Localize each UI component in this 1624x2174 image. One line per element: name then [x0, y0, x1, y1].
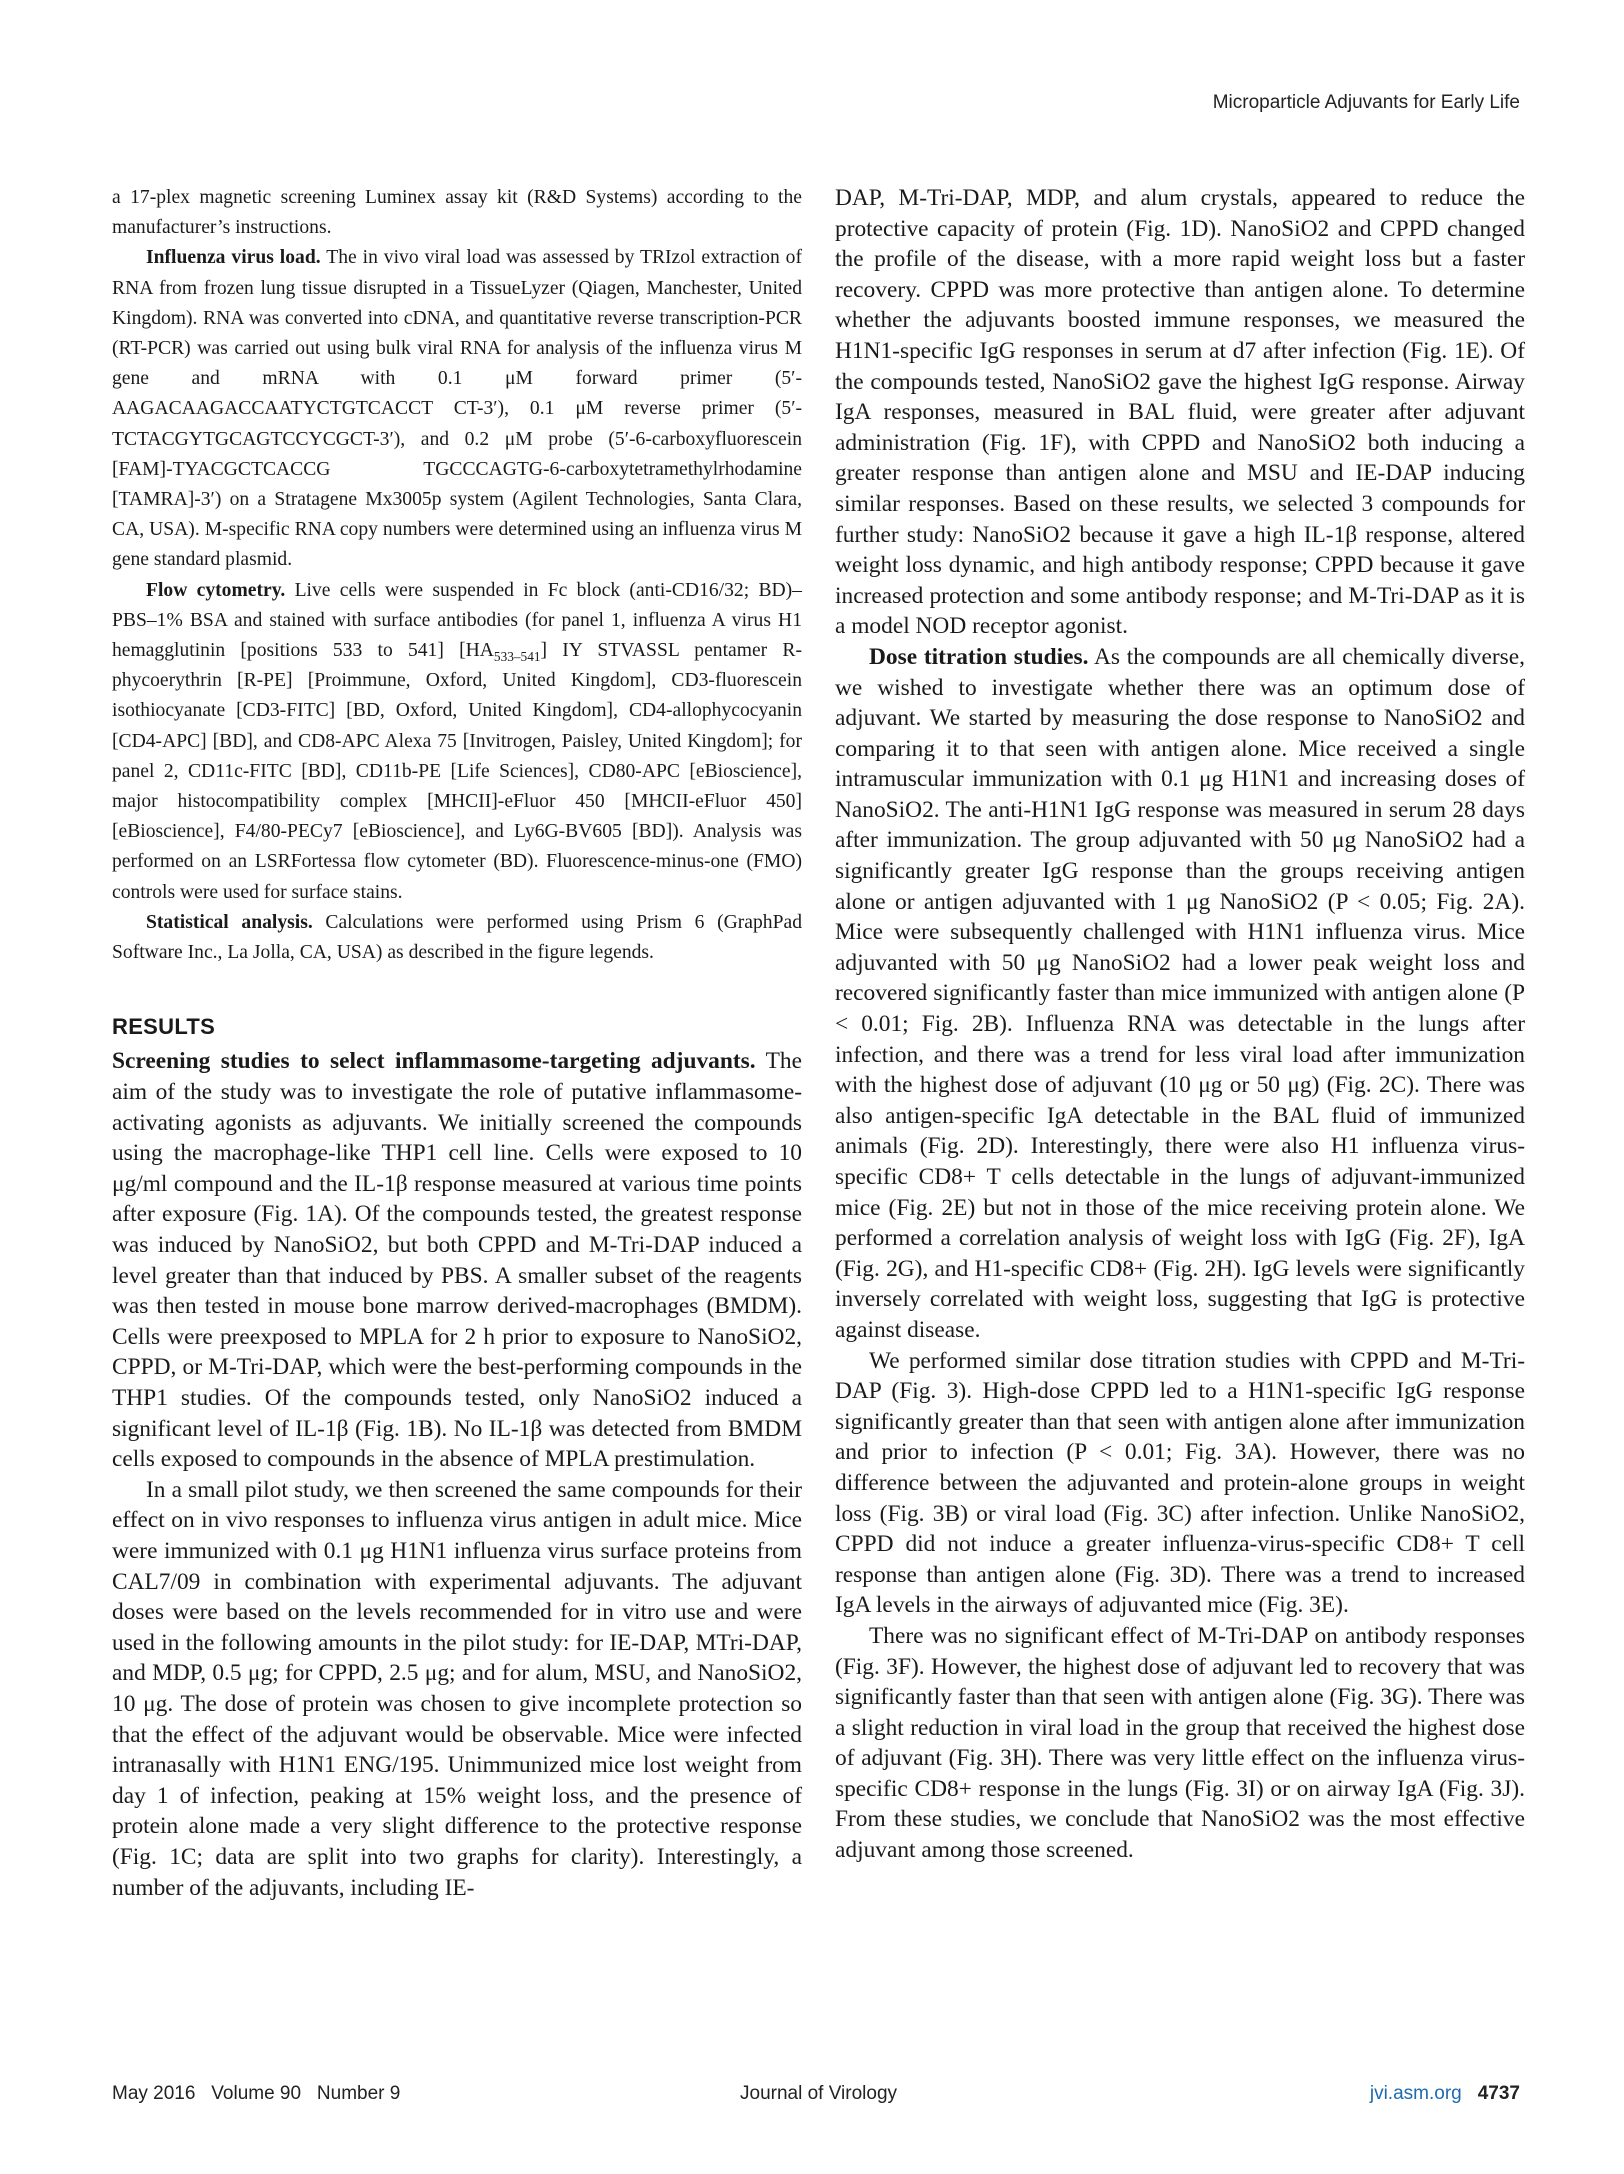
paragraph-text: The in vivo viral load was assessed by TRIzol extraction of RNA from frozen lung tissue disrupted in a TissueLyzer (Qiagen, Manchester, United Kingdom). RNA was converted into cDNA, and quantitative reverse transcription-PCR (RT-PCR) was carried out using bulk viral RNA for analysis of the influenza virus M gene and mRNA with 0.1 μM forward primer (5′-AAGACAAGACCAATYCTGTCACCT CT-3′), 0.1 μM reverse primer (5′-TCTACGYTGCAGTCCYCGCT-3′), and 0.2 μM probe (5′-6-carboxyfluorescein [FAM]-TYACGCTCACCG TGCCCAGTG-6-carboxytetramethylrhodamine [TAMRA]-3′) on a Stratagene Mx3005p system (Agilent Technologies, Santa Clara, CA, USA). M-specific RNA copy numbers were determined using an influenza virus M gene standard plasmid.	[112, 247, 803, 571]
run-in-heading: Screening studies to select inflammasome-targeting adjuvants.	[112, 1048, 756, 1075]
results-paragraph-mtridap: There was no significant effect of M-Tri-DAP on antibody responses (Fig. 3F). However, the highest dose of adjuvant led to recovery that was significantly faster than that seen with antigen alone (Fig. 3G). There was a slight reduction in viral load in the group that received the highest dose of adjuvant (Fig. 3H). There was very little effect on the influenza virus-specific CD8+ response in the lungs (Fig. 3I) or on airway IgA (Fig. 3J). From these studies, we conclude that NanoSiO2 was the most effective adjuvant among those screened.	[835, 1622, 1525, 1864]
results-block	[112, 1046, 802, 1903]
run-in-heading: Statistical analysis.	[146, 911, 313, 933]
paragraph-text: Live cells were suspended in Fc block (anti-CD16/32; BD)–PBS–1% BSA and stained with surface antibodies (for panel 1, influenza A virus H1 hemagglutinin [positions 533 to 541] [HA	[112, 579, 802, 662]
run-in-heading: Dose titration studies.	[869, 643, 1089, 670]
methods-paragraph-luminex: a 17-plex magnetic screening Luminex assay kit (R&D Systems) according to the manufacturer’s instructions.	[112, 187, 802, 239]
methods-paragraph-flow-cytometry	[112, 576, 802, 908]
methods-paragraph-viral-load	[112, 243, 802, 575]
run-in-heading: Influenza virus load.	[146, 247, 321, 269]
section-heading-results: RESULTS	[112, 1014, 216, 1040]
results-paragraph-dose-titration	[835, 642, 1525, 1346]
running-title: Microparticle Adjuvants for Early Life	[1212, 92, 1520, 113]
footer-journal: Journal of Virology	[740, 2083, 898, 2104]
footer-issue: May 2016 Volume 90 Number 9	[112, 2083, 401, 2104]
paragraph-text: Calculations were performed using Prism 6 (GraphPad Software Inc., La Jolla, CA, USA) as described in the figure legends.	[112, 911, 802, 964]
run-in-heading: Flow cytometry.	[146, 579, 286, 601]
subscript: 533–541	[493, 648, 541, 664]
footer-right	[1370, 2083, 1520, 2105]
page-number: 4737	[1477, 2083, 1520, 2104]
results-paragraph-continued: DAP, M-Tri-DAP, MDP, and alum crystals, appeared to reduce the protective capacity of protein (Fig. 1D). NanoSiO2 and CPPD changed the profile of the disease, with a more rapid weight loss but a faster recovery. CPPD was more protective than antigen alone. To determine whether the adjuvants boosted immune responses, we measured the H1N1-specific IgG responses in serum at d7 after infection (Fig. 1E). Of the compounds tested, NanoSiO2 gave the highest IgG response. Airway IgA responses, measured in BAL fluid, were greater after adjuvant administration (Fig. 1F), with CPPD and NanoSiO2 both inducing a greater response than antigen alone and MSU and IE-DAP inducing similar responses. Based on these results, we selected 3 compounds for further study: NanoSiO2 because it gave a high IL-1β response, altered weight loss dynamic, and high antibody response; CPPD because it gave increased protection and some antibody response; and M-Tri-DAP as it is a model NOD receptor agonist.	[835, 185, 1525, 640]
left-column	[112, 183, 802, 1903]
paragraph-text: ] IY STVASSL pentamer R-phycoerythrin [R-PE] [Proimmune, Oxford, United Kingdom], CD3-fluorescein isothiocyanate [CD3-FITC] [BD, Oxford, United Kingdom], CD4-allophycocyanin [CD4-APC] [BD], and CD8-APC Alexa 75 [Invitrogen, Paisley, United Kingdom]; for panel 2, CD11c-FITC [BD], CD11b-PE [Life Sciences], CD80-APC [eBioscience], major histocompatibility complex [MHCII]-eFluor 450 [MHCII-eFluor 450] [eBioscience], F4/80-PECy7 [eBioscience], and Ly6G-BV605 [BD]). Analysis was performed on an LSRFortessa flow cytometer (BD). Fluorescence-minus-one (FMO) controls were used for surface stains.	[112, 640, 802, 903]
results-paragraph-pilot: In a small pilot study, we then screened the same compounds for their effect on in vivo responses to influenza virus antigen in adult mice. Mice were immunized with 0.1 μg H1N1 influenza virus surface proteins from CAL7/09 in combination with experimental adjuvants. The adjuvant doses were based on the levels recommended for in vitro use and were used in the following amounts in the pilot study: for IE-DAP, MTri-DAP, and MDP, 0.5 μg; for CPPD, 2.5 μg; and for alum, MSU, and NanoSiO2, 10 μg. The dose of protein was chosen to give incomplete protection so that the effect of the adjuvant would be observable. Mice were infected intranasally with H1N1 ENG/195. Unimmunized mice lost weight from day 1 of infection, peaking at 15% weight loss, and the presence of protein alone made a very slight difference to the protective response (Fig. 1C; data are split into two graphs for clarity). Interestingly, a number of the adjuvants, including IE-	[112, 1476, 802, 1901]
methods-paragraph-statistics	[112, 908, 802, 968]
results-paragraph-screening	[112, 1046, 802, 1474]
paragraph-text: The aim of the study was to investigate the role of putative inflammasome-activating agonists as adjuvants. We initially screened the compounds using the macrophage-like THP1 cell line. Cells were exposed to 10 μg/ml compound and the IL-1β response measured at various time points after exposure (Fig. 1A). Of the compounds tested, the greatest response was induced by NanoSiO2, but both CPPD and M-Tri-DAP induced a level greater than that induced by PBS. A smaller subset of the reagents was then tested in mouse bone marrow derived-macrophages (BMDM). Cells were preexposed to MPLA for 2 h prior to exposure to NanoSiO2, CPPD, or M-Tri-DAP, which were the best-performing compounds in the THP1 studies. Of the compounds tested, only NanoSiO2 induced a significant level of IL-1β (Fig. 1B). No IL-1β was detected from BMDM cells exposed to compounds in the absence of MPLA prestimulation.	[112, 1048, 802, 1473]
journal-website-link[interactable]: jvi.asm.org	[1369, 2083, 1462, 2104]
results-paragraph-cppd: We performed similar dose titration studies with CPPD and M-Tri-DAP (Fig. 3). High-dose CPPD led to a H1N1-specific IgG response significantly greater than that seen with antigen alone after immunization and prior to infection (P < 0.01; Fig. 3A). However, there was no difference between the adjuvanted and protein-alone groups in weight loss (Fig. 3B) or viral load (Fig. 3C) after infection. Unlike NanoSiO2, CPPD did not induce a greater influenza-virus-specific CD8+ T cell response than antigen alone (Fig. 3D). There was a trend to increased IgA levels in the airways of adjuvanted mice (Fig. 3E).	[835, 1347, 1525, 1619]
right-column	[835, 183, 1525, 1866]
paragraph-text: As the compounds are all chemically diverse, we wished to investigate whether there was an optimum dose of adjuvant. We started by measuring the dose response to NanoSiO2 and comparing it to that seen with antigen alone. Mice received a single intramuscular immunization with 0.1 μg H1N1 and increasing doses of NanoSiO2. The anti-H1N1 IgG response was measured in serum 28 days after immunization. The group adjuvanted with 50 μg NanoSiO2 had a significantly greater IgG response than the groups receiving antigen alone or antigen adjuvanted with 1 μg NanoSiO2 (P < 0.05; Fig. 2A). Mice were subsequently challenged with H1N1 influenza virus. Mice adjuvanted with 50 μg NanoSiO2 had a lower peak weight loss and recovered significantly faster than mice immunized with antigen alone (P < 0.01; Fig. 2B). Influenza RNA was detectable in the lungs after infection, and there was a trend for less viral load after immunization with the highest dose of adjuvant (10 μg or 50 μg) (Fig. 2C). There was also antigen-specific IgA detectable in the BAL fluid of immunized animals (Fig. 2D). Interestingly, there were also H1 influenza virus-specific CD8+ T cells detectable in the lungs of adjuvant-immunized mice (Fig. 2E) but not in those of the mice receiving protein alone. We performed a correlation analysis of weight loss with IgG (Fig. 2F), IgA (Fig. 2G), and H1-specific CD8+ (Fig. 2H). IgG levels were significantly inversely correlated with weight loss, suggesting that IgG is protective against disease.	[835, 643, 1525, 1343]
